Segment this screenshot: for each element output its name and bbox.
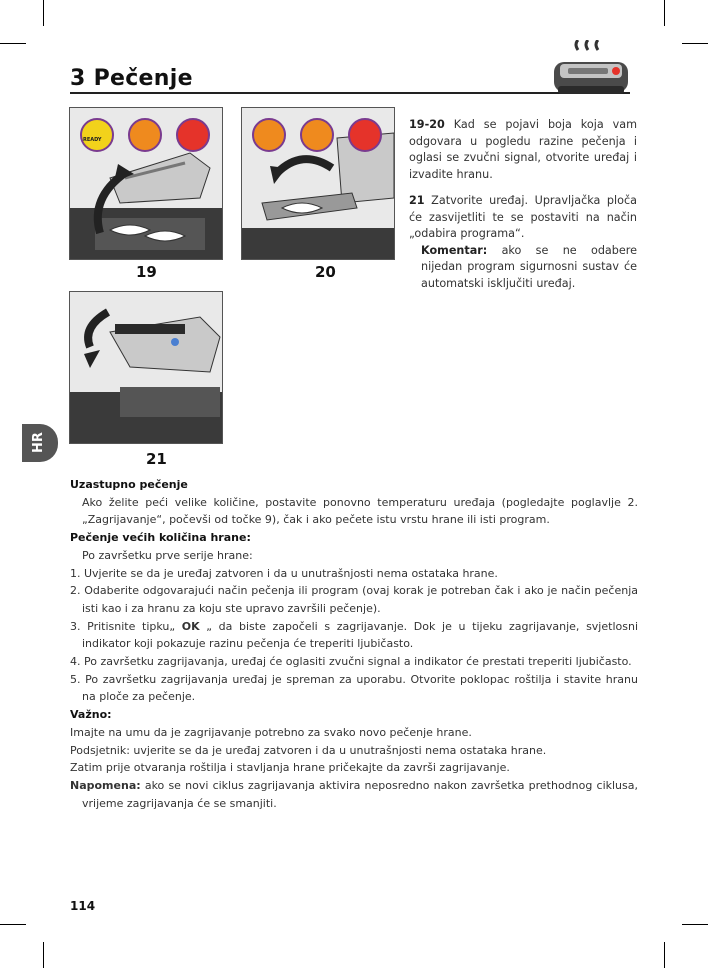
figure-19 bbox=[69, 107, 223, 260]
crop-mark bbox=[664, 0, 665, 26]
step-number: 19-20 bbox=[409, 118, 445, 131]
ready-badge-orange bbox=[300, 118, 334, 152]
grill-closing-illustration bbox=[70, 292, 222, 443]
ready-badge-red bbox=[348, 118, 382, 152]
ok-key-label: OK bbox=[181, 619, 200, 633]
crop-mark bbox=[43, 942, 44, 968]
crop-mark bbox=[0, 43, 26, 44]
list-item: 5. Po završetku zagrijavanja uređaj je spreman za uporabu. Otvorite poklopac roštilja i stavite hranu na ploče za pečenje. bbox=[70, 672, 638, 704]
grill-icon bbox=[548, 40, 634, 102]
note-label: Napomena: bbox=[70, 778, 141, 792]
ready-label: READY bbox=[83, 137, 102, 143]
paragraph: Podsjetnik: uvjerite se da je uređaj zatvoren i da u unutrašnjosti nema ostataka hrane. bbox=[70, 743, 547, 757]
figure-label-19: 19 bbox=[136, 263, 157, 281]
step-21 bbox=[409, 193, 637, 243]
page-number: 114 bbox=[70, 899, 96, 913]
step-19-20 bbox=[409, 117, 637, 183]
figure-label-20: 20 bbox=[315, 263, 336, 281]
step-text: Kad se pojavi boja koja vam odgovara u pogledu razine pečenja i oglasi se zvučni signal, otvorite uređaj i izvadite hranu. bbox=[409, 118, 637, 181]
crop-mark bbox=[0, 924, 26, 925]
figure-21 bbox=[69, 291, 223, 444]
paragraph: Po završetku prve serije hrane: bbox=[82, 548, 253, 562]
figure-20 bbox=[241, 107, 395, 260]
list-item-text: 3. Pritisnite tipku„ bbox=[70, 619, 182, 633]
list-item: 1. Uvjerite se da je uređaj zatvoren i da u unutrašnjosti nema ostataka hrane. bbox=[70, 566, 498, 580]
step-descriptions bbox=[409, 117, 637, 302]
section-heading: Važno: bbox=[70, 708, 112, 722]
crop-mark bbox=[682, 43, 708, 44]
crop-mark bbox=[664, 942, 665, 968]
paragraph: Imajte na umu da je zagrijavanje potrebno za svako novo pečenje hrane. bbox=[70, 725, 472, 739]
ready-badge-orange bbox=[128, 118, 162, 152]
comment-text: ako se ne odabere nijedan program sigurnosni sustav će automatski isključiti uređaj. bbox=[421, 243, 637, 290]
section-heading: Pečenje većih količina hrane: bbox=[70, 531, 251, 545]
title-rule bbox=[70, 92, 630, 94]
crop-mark bbox=[682, 924, 708, 925]
figure-label-21: 21 bbox=[146, 450, 167, 468]
list-item: 4. Po završetku zagrijavanja, uređaj će oglasiti zvučni signal a indikator će prestati treperiti ljubičasto. bbox=[70, 655, 632, 669]
list-item bbox=[70, 618, 638, 653]
ready-badge-orange bbox=[252, 118, 286, 152]
ready-badge-red bbox=[176, 118, 210, 152]
comment bbox=[409, 243, 637, 293]
crop-mark bbox=[43, 0, 44, 26]
note bbox=[70, 777, 638, 812]
comment-label: Komentar: bbox=[421, 243, 488, 257]
paragraph: Zatim prije otvaranja roštilja i stavljanja hrane pričekajte da završi zagrijavanje. bbox=[70, 761, 510, 775]
paragraph: Ako želite peći velike količine, postavite ponovno temperaturu uređaja (pogledajte poglavlje 2. „Zagrijavanje“, počevši od točke 9), čak i ako pečete istu vrstu hrane ili isti program. bbox=[82, 495, 638, 527]
language-code: HR bbox=[30, 432, 46, 453]
step-number: 21 bbox=[409, 194, 425, 207]
page-title: 3 Pečenje bbox=[70, 66, 193, 91]
section-heading: Uzastupno pečenje bbox=[70, 478, 188, 491]
note-text: ako se novi ciklus zagrijavanja aktivira neposredno nakon završetka prethodnog ciklusa, vrijeme zagrijavanja će se smanjiti. bbox=[82, 778, 638, 810]
list-item-text: „ da biste započeli s zagrijavanje. Dok je u tijeku zagrijavanje, svjetlosni indikator koji pokazuje razinu pečenja će treperiti ljubičasto. bbox=[82, 619, 638, 651]
ready-badge-yellow bbox=[80, 118, 114, 152]
step-text: Zatvorite uređaj. Upravljačka ploča će zasvijetliti te se postaviti na način „odabira programa“. bbox=[409, 194, 637, 240]
language-tab bbox=[22, 424, 58, 462]
body-section bbox=[70, 476, 638, 812]
list-item: 2. Odaberite odgovarajući način pečenja ili program (ovaj korak je potreban čak i ako je način pečenja isti kao i za hranu za koju ste upravo završili pečenje). bbox=[70, 584, 638, 615]
